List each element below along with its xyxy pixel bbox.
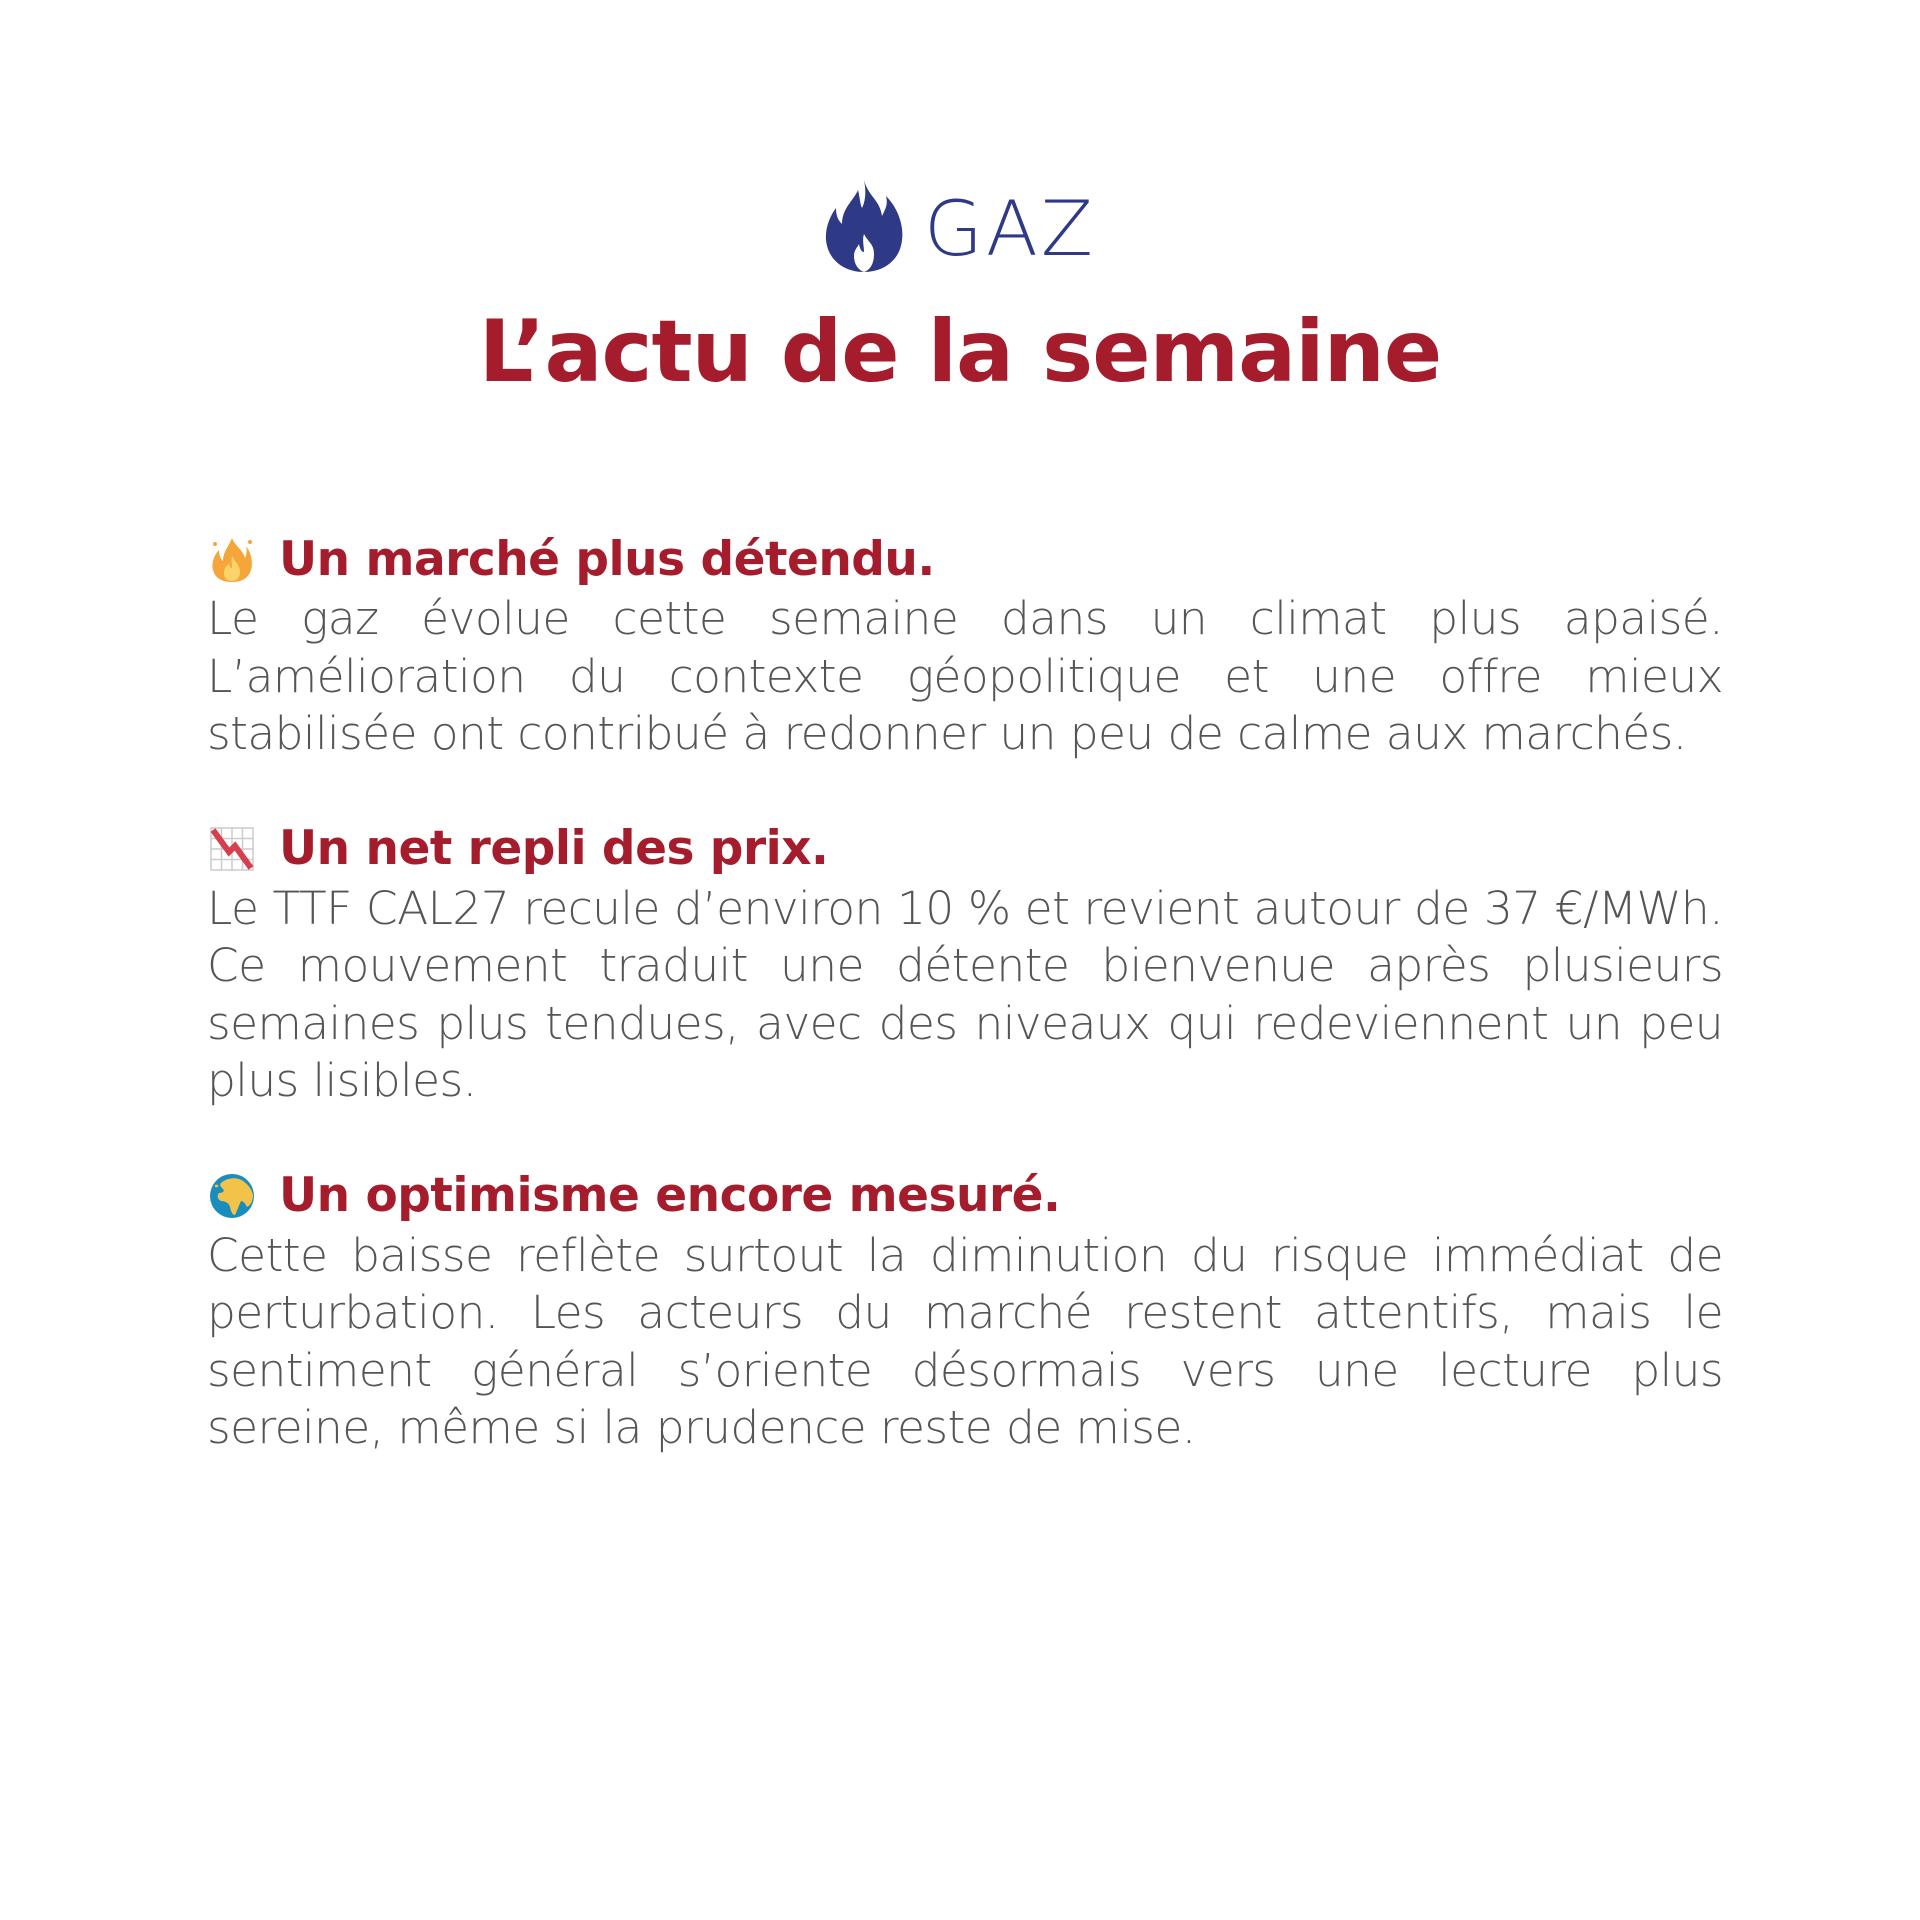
section-title: Un optimisme encore mesuré. (279, 1168, 1061, 1223)
category-header (0, 178, 1920, 274)
news-section-outlook (207, 1165, 1723, 1457)
section-heading (207, 1165, 1723, 1227)
section-body: Cette baisse reflète surtout la diminution du risque immédiat de perturbation. Les acteurs du marché restent attentifs, mais le sentiment général s’oriente désormais vers une lecture plus sereine, même si la prudence reste de mise. (207, 1228, 1723, 1454)
news-section-market (207, 528, 1723, 763)
category-label: GAZ (924, 184, 1096, 273)
globe-europe-africa-icon (207, 1171, 257, 1221)
news-sections (207, 528, 1723, 1512)
chart-decreasing-icon (207, 824, 257, 874)
section-title: Un net repli des prix. (279, 821, 829, 876)
fire-emoji-icon (207, 534, 257, 584)
section-heading (207, 818, 1723, 880)
flame-icon (824, 178, 904, 274)
page-title: L’actu de la semaine (478, 302, 1442, 402)
news-section-prices (207, 818, 1723, 1110)
section-heading (207, 528, 1723, 590)
section-title: Un marché plus détendu. (279, 531, 935, 587)
section-body: Le gaz évolue cette semaine dans un climat plus apaisé. L’amélioration du contexte géopolitique et une offre mieux stabilisée ont contribué à redonner un peu de calme aux marchés. (207, 592, 1723, 760)
section-body: Le TTF CAL27 recule d’environ 10 % et revient autour de 37 €/MWh. Ce mouvement traduit une détente bienvenue après plusieurs semaines plus tendues, avec des niveaux qui redeviennent un peu plus lisibles. (207, 881, 1723, 1107)
